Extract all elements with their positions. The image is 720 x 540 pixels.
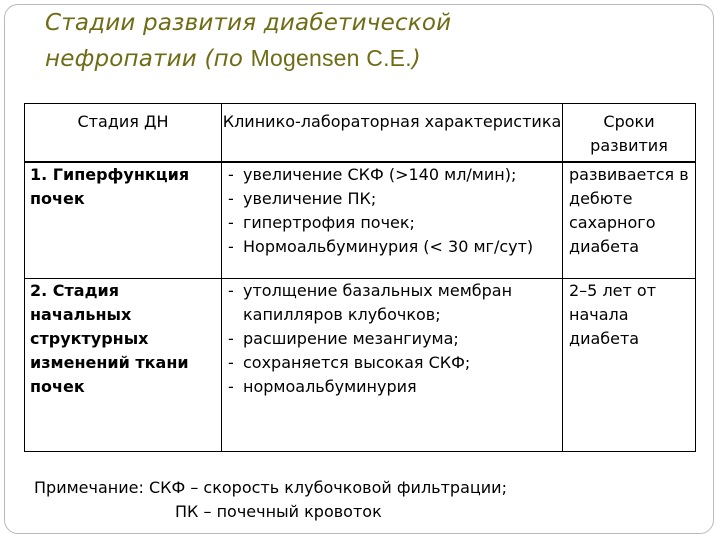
timing-cell: развивается в дебюте сахарного диабета xyxy=(563,162,696,279)
list-item: - сохраняется высокая СКФ; xyxy=(228,353,471,372)
list-item: - утолщение базальных мембран капилляров клубочков; xyxy=(228,281,513,324)
characteristics-cell xyxy=(222,162,563,279)
characteristics-cell xyxy=(222,279,563,452)
header-timing: Сроки развития xyxy=(563,104,696,162)
table-header-row xyxy=(25,104,696,162)
timing-cell: 2–5 лет от начала диабета xyxy=(563,279,696,452)
title-line-2-suffix: ) xyxy=(411,46,421,72)
title-line-2-prefix: нефропатии (по xyxy=(45,46,251,72)
footnote xyxy=(34,476,674,524)
list-item: - расширение мезангиума; xyxy=(228,329,459,348)
header-characteristics: Клинико-лабораторная характеристика xyxy=(222,104,563,162)
header-stage: Стадия ДН xyxy=(25,104,222,162)
footnote-line-2: ПК – почечный кровоток xyxy=(175,502,382,521)
title-line-1: Стадии развития диабетической xyxy=(45,10,452,36)
slide-title xyxy=(45,6,705,77)
list-item: - гипертрофия почек; xyxy=(228,212,415,232)
list-item: - увеличение ПК; xyxy=(228,188,377,208)
list-item: - увеличение СКФ (>140 мл/мин); xyxy=(228,164,517,184)
table-row xyxy=(25,162,696,279)
title-author-name: Mogensen C.E. xyxy=(250,45,412,71)
title-line-2 xyxy=(45,41,705,77)
footnote-line-1: Примечание: СКФ – скорость клубочковой фильтрации; xyxy=(34,478,507,497)
stage-cell: 1. Гиперфункция почек xyxy=(25,162,222,279)
table-row xyxy=(25,279,696,452)
list-item: - Нормоальбуминурия (< 30 мг/сут) xyxy=(228,236,534,256)
list-item: - нормоальбуминурия xyxy=(228,377,417,396)
stages-table xyxy=(24,103,696,452)
stage-cell: 2. Стадия начальных структурных изменений ткани почек xyxy=(25,279,222,452)
